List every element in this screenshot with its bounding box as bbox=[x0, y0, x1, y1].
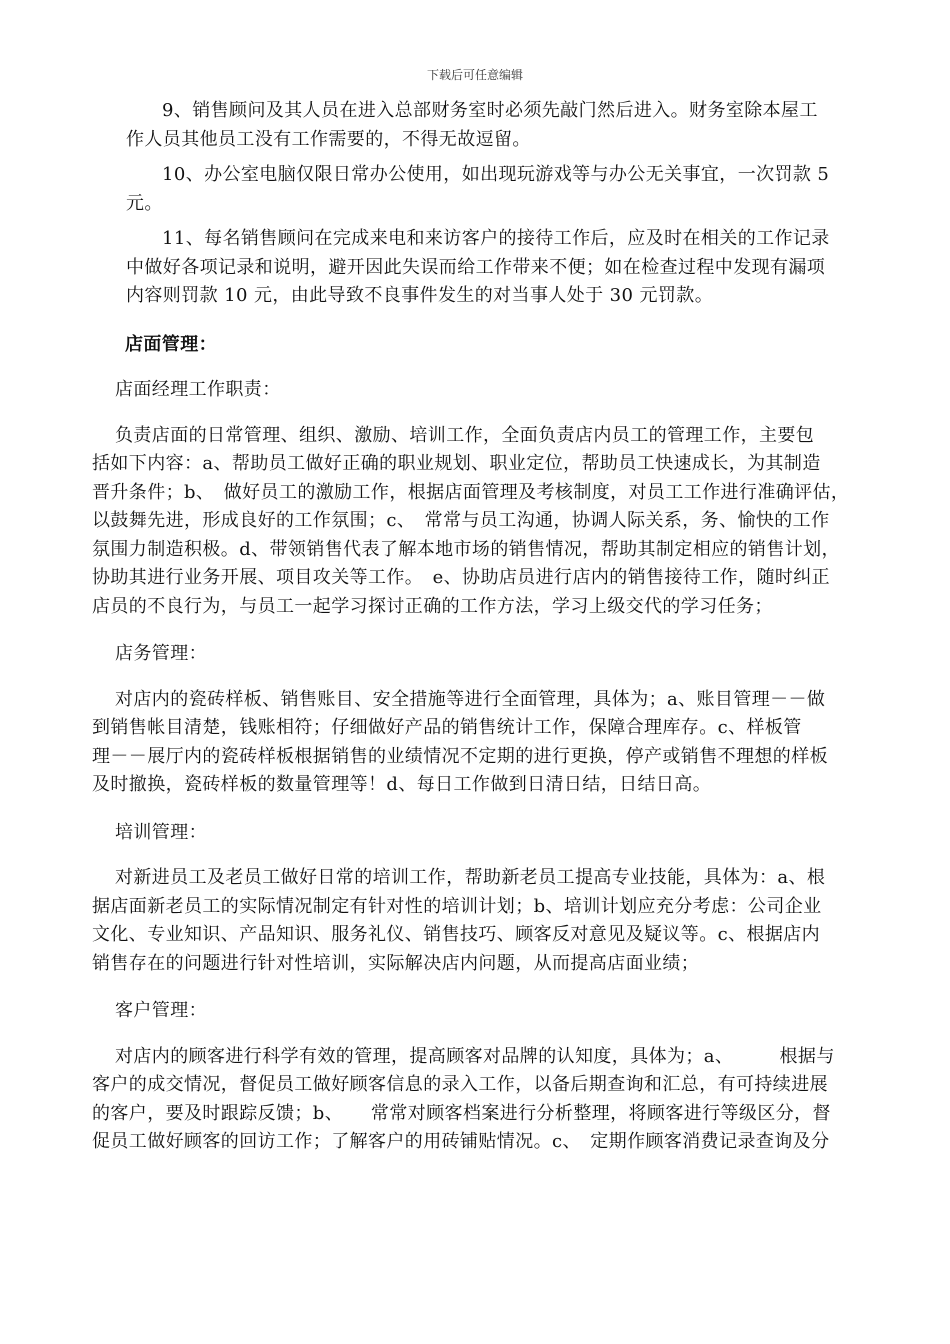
rule-item-9 bbox=[92, 97, 862, 154]
paragraph-line: 中做好各项记录和说明，避开因此失误而给工作带来不便；如在检查过程中发现有漏项 bbox=[126, 256, 826, 278]
paragraph-line: 销售存在的问题进行针对性培训，实际解决店内问题，从而提高店面业绩； bbox=[92, 952, 700, 974]
paragraph-line: 括如下内容：a、帮助员工做好正确的职业规划、职业定位，帮助员工快速成长，为其制造 bbox=[92, 453, 821, 474]
subsection-title: 培训管理： bbox=[115, 821, 207, 843]
paragraph-line: 对新进员工及老员工做好日常的培训工作，帮助新老员工提高专业技能，具体为：a、根 bbox=[115, 867, 826, 888]
paragraph-line: 的客户，要及时跟踪反馈；b、 常常对顾客档案进行分析整理，将顾客进行等级区分，督 bbox=[92, 1102, 831, 1124]
subsection-body bbox=[92, 1043, 862, 1157]
section-title: 店面管理： bbox=[125, 333, 217, 355]
paragraph-line: 店员的不良行为，与员工一起学习探讨正确的工作方法，学习上级交代的学习任务； bbox=[92, 595, 773, 617]
paragraph-line: 以鼓舞先进，形成良好的工作氛围；c、 常常与员工沟通，协调人际关系，务、愉快的工作 bbox=[92, 510, 830, 531]
paragraph-line: 对店内的顾客进行科学有效的管理，提高顾客对品牌的认知度，具体为；a、 根据与 bbox=[115, 1045, 835, 1067]
rule-item-10 bbox=[92, 161, 862, 218]
paragraph-line: 对店内的瓷砖样板、销售账目、安全措施等进行全面管理，具体为；a、账目管理－－做 bbox=[115, 688, 826, 710]
subsection-title: 店面经理工作职责： bbox=[115, 379, 281, 400]
page-header-note: 下载后可任意编辑 bbox=[426, 68, 523, 82]
paragraph-line: 内容则罚款 10 元，由此导致不良事件发生的对当事人处于 30 元罚款。 bbox=[126, 285, 714, 306]
paragraph-line: 促员工做好顾客的回访工作；了解客户的用砖铺贴情况。c、 定期作顾客消费记录查询及分 bbox=[92, 1131, 830, 1152]
paragraph-line: 及时撤换，瓷砖样板的数量管理等！d、每日工作做到日清日结，日结日高。 bbox=[92, 774, 712, 795]
paragraph-line: 文化、专业知识、产品知识、服务礼仪、销售技巧、顾客反对意见及疑议等。c、根据店内 bbox=[92, 924, 821, 945]
paragraph-line: 晋升条件；b、 做好员工的激励工作，根据店面管理及考核制度，对员工工作进行准确评估， bbox=[92, 481, 850, 503]
paragraph-line: 客户的成交情况，督促员工做好顾客信息的录入工作，以备后期查询和汇总，有可持续进展 bbox=[92, 1074, 828, 1095]
subsection-title: 客户管理： bbox=[115, 1000, 207, 1021]
paragraph-line: 据店面新老员工的实际情况制定有针对性的培训计划；b、培训计划应充分考虑：公司企业 bbox=[92, 895, 822, 917]
paragraph-line: 元。 bbox=[126, 192, 163, 214]
paragraph-line: 理－－展厅内的瓷砖样板根据销售的业绩情况不定期的进行更换，停产或销售不理想的样板 bbox=[92, 745, 828, 767]
subsection-title: 店务管理： bbox=[115, 643, 207, 664]
paragraph-line: 9、销售顾问及其人员在进入总部财务室时必须先敲门然后进入。财务室除本屋工 bbox=[162, 100, 818, 121]
paragraph-line: 氛围力制造积极。d、带领销售代表了解本地市场的销售情况，帮助其制定相应的销售计划， bbox=[92, 538, 840, 560]
paragraph-line: 到销售帐目清楚，钱账相符；仔细做好产品的销售统计工作，保障合理库存。c、样板管 bbox=[92, 717, 802, 738]
document-body bbox=[92, 97, 862, 1157]
paragraph-line: 作人员其他员工没有工作需要的，不得无故逗留。 bbox=[126, 128, 531, 150]
subsection-body bbox=[92, 686, 862, 800]
paragraph-line: 11、每名销售顾问在完成来电和来访客户的接待工作后，应及时在相关的工作记录 bbox=[162, 228, 830, 249]
paragraph-line: 协助其进行业务开展、项目攻关等工作。 e、协助店员进行店内的销售接待工作，随时纠正 bbox=[92, 567, 831, 588]
subsection-body bbox=[92, 864, 862, 978]
paragraph-line: 负责店面的日常管理、组织、激励、培训工作，全面负责店内员工的管理工作，主要包 bbox=[115, 424, 815, 446]
paragraph-line: 10、办公室电脑仅限日常办公使用，如出现玩游戏等与办公无关事宜，一次罚款 5 bbox=[162, 164, 830, 185]
rule-item-11 bbox=[92, 225, 862, 311]
subsection-body bbox=[92, 422, 862, 622]
